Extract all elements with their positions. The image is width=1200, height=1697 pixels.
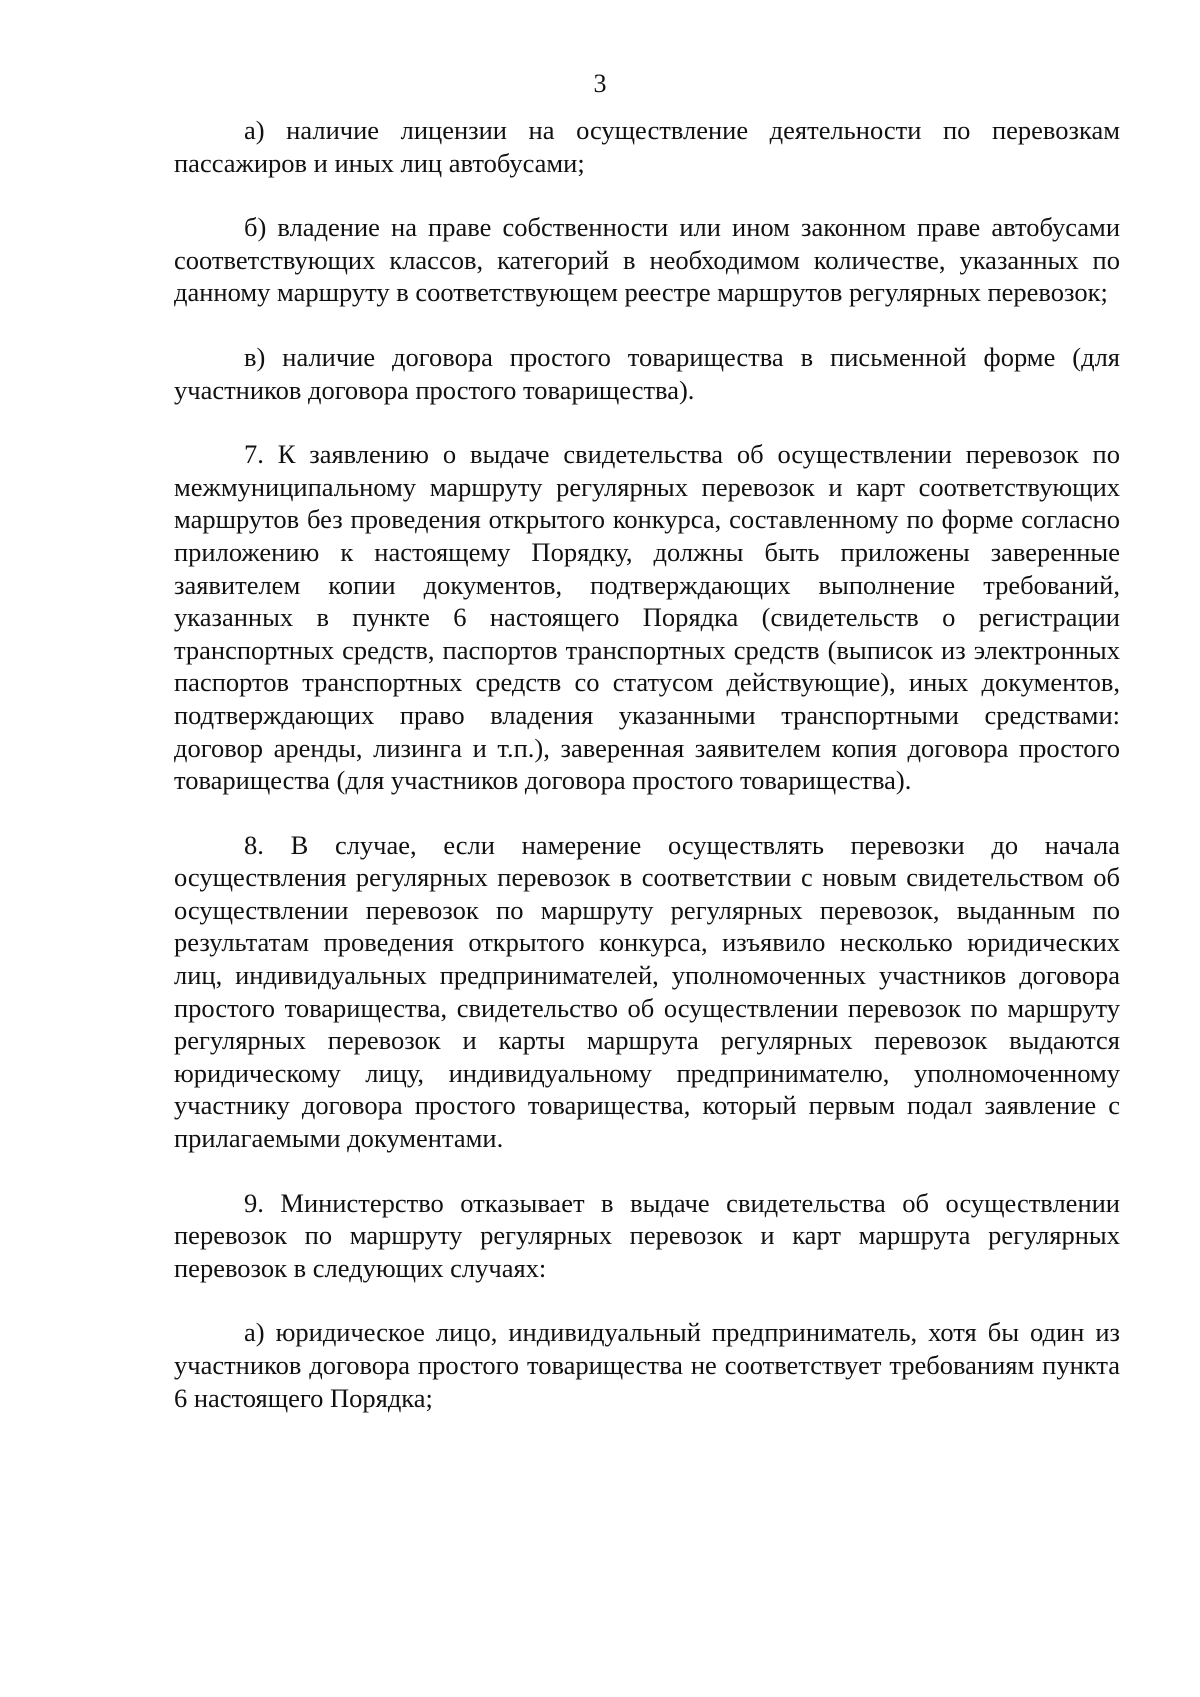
paragraph-6a-license: а) наличие лицензии на осуществление деятельности по перевозкам пассажиров и иных лиц автобусами; bbox=[174, 115, 1120, 178]
page-number: 3 bbox=[593, 69, 607, 98]
paragraph-6c-partnership-agreement: в) наличие договора простого товарищества в письменной форме (для участников договора простого товарищества). bbox=[174, 341, 1120, 405]
paragraph-9a-noncompliance: а) юридическое лицо, индивидуальный предприниматель, хотя бы один из участников договора простого товарищества не соответствует требованиям пункта 6 настоящего Порядка; bbox=[174, 1317, 1120, 1413]
paragraph-9-refusal-cases: 9. Министерство отказывает в выдаче свидетельства об осуществлении перевозок по маршруту регулярных перевозок и карт маршрута регулярных перевозок в следующих случаях: bbox=[174, 1187, 1120, 1283]
document-body bbox=[174, 114, 1120, 1414]
paragraph-6b-ownership: б) владение на праве собственности или ином законном праве автобусами соответствующих классов, категорий в необходимом количестве, указанных по данному маршруту в соответствующем реестре маршрутов регулярных перевозок; bbox=[174, 212, 1120, 308]
paragraph-8-multiple-applicants: 8. В случае, если намерение осуществлять перевозки до начала осуществления регулярных перевозок в соответствии с новым свидетельством об осуществлении перевозок по маршруту регулярных перевозок, выданным по результатам проведения открытого конкурса, изъявило несколько юридических лиц, индивидуальных предпринимателей, уполномоченных участников договора простого товарищества, свидетельство об осуществлении перевозок по маршруту регулярных перевозок и карты маршрута регулярных перевозок выдаются юридическому лицу, индивидуальному предпринимателю, уполномоченному участнику договора простого товарищества, который первым подал заявление с прилагаемыми документами. bbox=[174, 829, 1120, 1154]
paragraph-7-application-documents: 7. К заявлению о выдаче свидетельства об осуществлении перевозок по межмуниципальному маршруту регулярных перевозок и карт соответствующих маршрутов без проведения открытого конкурса, составленному по форме согласно приложению к настоящему Порядку, должны быть приложены заверенные заявителем копии документов, подтверждающих выполнение требований, указанных в пункте 6 настоящего Порядка (свидетельств о регистрации транспортных средств, паспортов транспортных средств (выписок из электронных паспортов транспортных средств со статусом действующие), иных документов, подтверждающих право владения указанными транспортными средствами: договор аренды, лизинга и т.п.), заверенная заявителем копия договора простого товарищества (для участников договора простого товарищества). bbox=[174, 439, 1120, 796]
